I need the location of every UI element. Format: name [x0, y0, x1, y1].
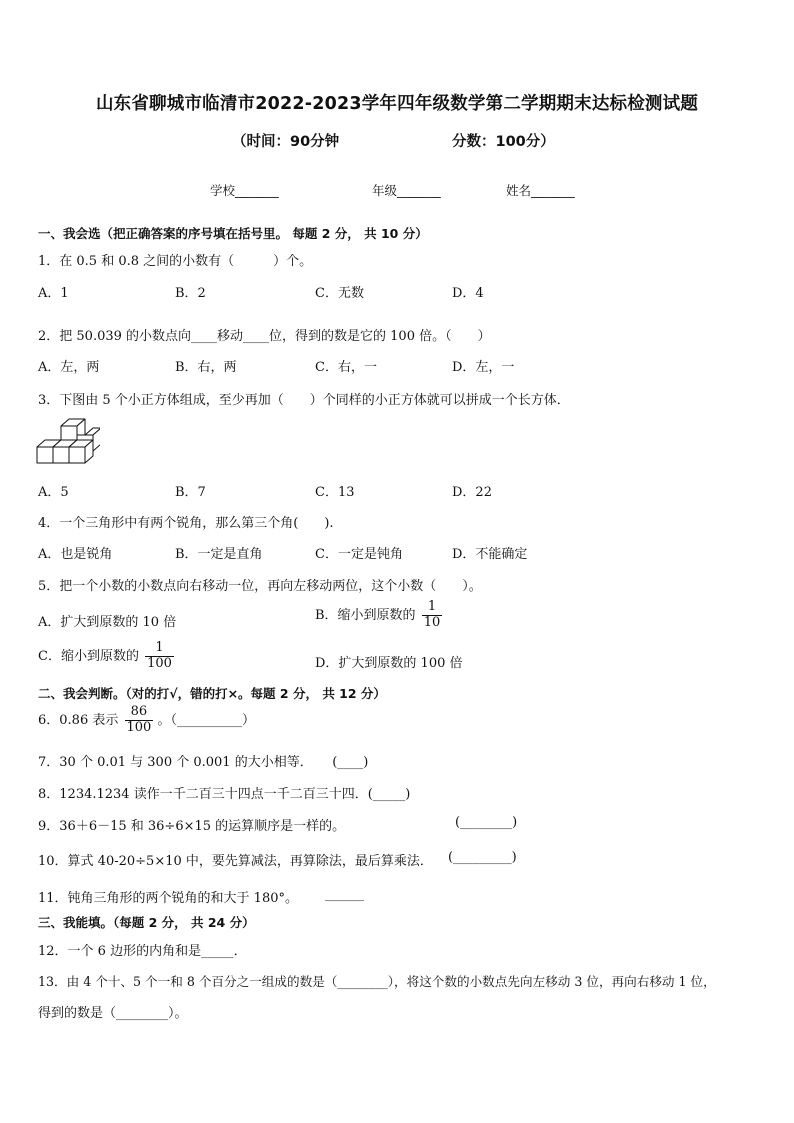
q6-fraction	[125, 705, 154, 736]
q6-text-before: 6．0.86 表示	[38, 712, 119, 728]
fraction-denominator: 100	[126, 719, 152, 735]
question-12: 12．一个 6 边形的内角和是_____．	[38, 944, 247, 959]
question-2: 2．把 50.039 的小数点向____移动____位，得到的数是它的 100 倍。（ ）	[38, 329, 491, 344]
question-5: 5．把一个小数的小数点向右移动一位，再向左移动两位，这个小数（ ）。	[38, 579, 482, 594]
question-9: 9．36＋6－15 和 36÷6×15 的运算顺序是一样的。	[38, 819, 346, 834]
q5-option-c	[38, 641, 174, 672]
q3-option-c: C．13	[315, 485, 355, 500]
q5-option-b	[315, 600, 442, 631]
fraction-numerator: 86	[130, 704, 148, 719]
q1-option-b: B．2	[175, 286, 206, 301]
q5-option-c-fraction	[145, 641, 174, 672]
q1-option-d: D．4	[452, 286, 484, 301]
question-4: 4．一个三角形中有两个锐角，那么第三个角( ).	[38, 516, 334, 531]
q4-option-a: A．也是锐角	[38, 547, 113, 562]
fraction-numerator: 1	[427, 599, 437, 614]
section-2-heading: 二、我会判断。（对的打√，错的打×。每题 2 分， 共 12 分）	[38, 686, 386, 701]
school-field: 学校_______	[210, 183, 279, 198]
question-8: 8．1234.1234 读作一千二百三十四点一千二百三十四．(_____)	[38, 787, 411, 802]
q5-option-b-fraction	[422, 600, 443, 631]
name-field: 姓名_______	[506, 183, 575, 198]
q2-option-a: A．左，两	[38, 360, 100, 375]
section-3-heading: 三、我能填。（每题 2 分， 共 24 分）	[38, 915, 255, 930]
q2-option-b: B．右，两	[175, 360, 237, 375]
cube-front-right	[69, 440, 93, 463]
question-1: 1．在 0.5 和 0.8 之间的小数有（ ）个。	[38, 254, 313, 269]
q5-option-c-text: C．缩小到原数的	[38, 648, 139, 664]
fraction-numerator: 1	[155, 640, 164, 655]
grade-field: 年级_______	[372, 183, 441, 198]
page-title: 山东省聊城市临清市2022-2023学年四年级数学第二学期期末达标检测试题	[95, 94, 699, 114]
q11-answer-blank: ______	[325, 887, 364, 902]
q6-text-after: 。（__________）	[157, 712, 255, 728]
q9-answer-blank: (________)	[455, 815, 518, 830]
question-3: 3．下图由 5 个小正方体组成，至少再加（ ）个同样的小正方体就可以拼成一个长方体．	[38, 393, 570, 408]
q5-option-b-text: B．缩小到原数的	[315, 607, 416, 623]
q4-option-d: D．不能确定	[452, 547, 528, 562]
question-13-line-1: 13．由 4 个十、5 个一和 8 个百分之一组成的数是（________），将这个数的小数点先向左移动 3 位，再向右移动 1 位，	[38, 974, 716, 989]
q1-option-a: A．1	[38, 286, 69, 301]
q2-option-d: D．左，一	[452, 360, 515, 375]
section-1-heading: 一、我会选（把正确答案的序号填在括号里。 每题 2 分， 共 10 分）	[38, 226, 428, 241]
exam-time: （时间：90分钟	[232, 134, 340, 150]
question-10: 10．算式 40-20÷5×10 中，要先算减法，再算除法，最后算乘法．	[38, 854, 433, 869]
q3-option-b: B．7	[175, 485, 206, 500]
q3-option-d: D．22	[452, 485, 492, 500]
q5-option-a: A．扩大到原数的 10 倍	[38, 615, 177, 630]
fraction-denominator: 100	[147, 655, 172, 671]
q1-option-c: C．无数	[315, 286, 364, 301]
q4-option-c: C．一定是钝角	[315, 547, 403, 562]
question-11: 11．钝角三角形的两个锐角的和大于 180°。	[38, 891, 298, 906]
cubes-figure	[36, 416, 100, 468]
fraction-denominator: 10	[423, 614, 441, 630]
q3-option-a: A．5	[38, 485, 69, 500]
question-7: 7．30 个 0.01 与 300 个 0.001 的大小相等． (____)	[38, 755, 369, 770]
q4-option-b: B．一定是直角	[175, 547, 263, 562]
q10-answer-blank: (_________)	[448, 850, 517, 865]
q2-option-c: C．右，一	[315, 360, 377, 375]
question-13-line-2: 得到的数是（________）。	[38, 1006, 188, 1021]
question-6	[38, 705, 255, 736]
exam-score: 分数：100分）	[452, 134, 555, 150]
q5-option-d: D．扩大到原数的 100 倍	[315, 656, 463, 671]
